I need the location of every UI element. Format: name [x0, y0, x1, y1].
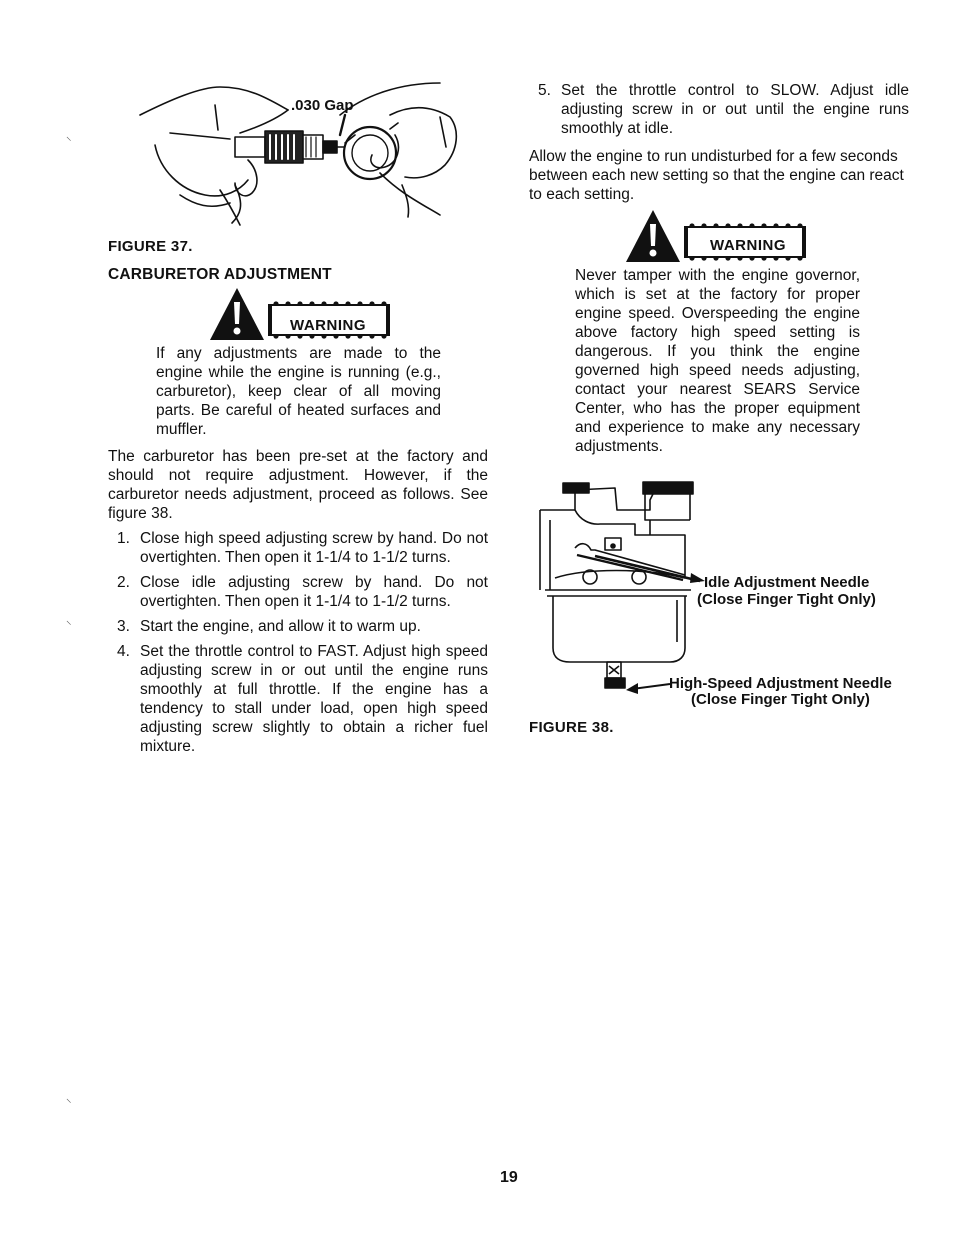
section-heading: CARBURETOR ADJUSTMENT [108, 266, 332, 283]
figure-37-caption: FIGURE 37. [108, 238, 193, 255]
idle-needle-pointer [595, 553, 705, 583]
settle-paragraph: Allow the engine to run undisturbed for a few seconds between each new setting so that the engine can react to each setting. [529, 148, 904, 203]
scan-mark: ⸜ [66, 615, 72, 627]
warning-triangle-icon [624, 208, 682, 264]
idle-needle-label-2: (Close Finger Tight Only) [697, 591, 876, 608]
steps-list [108, 529, 488, 762]
list-item: 4. Set the throttle control to FAST. Adjust high speed adjusting screw in or out until the engine runs smoothly at full throttle. If the engine has a tendency to stall under load, open high speed adjusting screw slightly to obtain a richer fuel mixture. [117, 643, 488, 755]
idle-needle-label-1: Idle Adjustment Needle [704, 574, 870, 591]
figure-38-caption: FIGURE 38. [529, 719, 614, 736]
high-speed-needle-pointer [622, 678, 672, 692]
step-5 [529, 81, 909, 144]
high-speed-needle-label-2: (Close Finger Tight Only) [691, 691, 870, 708]
warning-label-right: WARNING [710, 237, 786, 254]
page-number: 19 [500, 1169, 518, 1186]
intro-paragraph: The carburetor has been pre-set at the factory and should not require adjustment. However, if the carburetor needs adjustment, proceed as follows. See figure 38. [108, 448, 488, 522]
warning-triangle-icon [208, 286, 266, 342]
list-item: 1. Close high speed adjusting screw by hand. Do not overtighten. Then open it 1-1/4 to 1-1/2 turns. [117, 530, 488, 566]
warning-label-left: WARNING [290, 317, 366, 334]
gap-label: .030 Gap [291, 97, 354, 114]
high-speed-needle-label-1: High-Speed Adjustment Needle [669, 675, 892, 692]
carburetor-illustration [535, 480, 705, 690]
warning-text-right: Never tamper with the engine governor, which is set at the factory for proper engine speed. Overspeeding the engine above factory high speed setting is dangerous. If you think the engine governed high speed needs adjusting, contact your nearest SEARS Service Center, who has the proper equipment and experience to make any necessary adjustments. [575, 267, 860, 455]
warning-banner-left [208, 286, 398, 344]
warning-banner-right [624, 208, 814, 266]
scan-mark: ⸜ [66, 1093, 72, 1105]
list-item: 3. Start the engine, and allow it to warm up. [117, 618, 421, 635]
list-item: 2. Close idle adjusting screw by hand. Do not overtighten. Then open it 1-1/4 to 1-1/2 turns. [117, 574, 488, 610]
list-item: 5. Set the throttle control to SLOW. Adjust idle adjusting screw in or out until the engine runs smoothly at idle. [538, 82, 909, 137]
scan-mark: ⸜ [66, 131, 72, 143]
warning-text-left: If any adjustments are made to the engine while the engine is running (e.g., carburetor), keep clear of all moving parts. Be careful of heated surfaces and muffler. [156, 345, 441, 438]
